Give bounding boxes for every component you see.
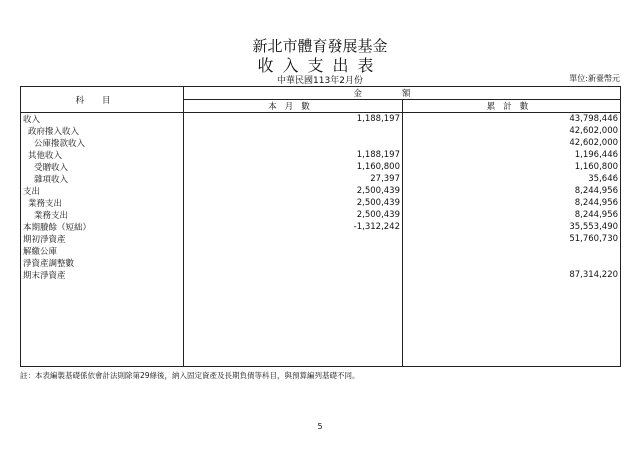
table-row (21, 221, 621, 233)
statement-title: 收入支出表 (257, 56, 383, 75)
row-month-value (184, 137, 403, 149)
row-month-value: 2,500,439 (184, 185, 403, 197)
row-label: 受贈收入 (21, 161, 184, 173)
table-row (21, 233, 621, 245)
row-month-value: 2,500,439 (184, 209, 403, 221)
row-cumulative-value: 8,244,956 (403, 185, 621, 197)
amount-header: 金額 (184, 87, 621, 100)
row-month-value: 1,188,197 (184, 113, 403, 126)
row-label: 本期賸餘（短絀） (21, 221, 184, 233)
table-row (21, 125, 621, 137)
table-row (21, 209, 621, 221)
table-row (21, 173, 621, 185)
subject-header: 科目 (21, 87, 184, 113)
row-cumulative-value: 8,244,956 (403, 209, 621, 221)
row-label: 業務支出 (21, 209, 184, 221)
row-month-value: 1,160,800 (184, 161, 403, 173)
row-label: 雜項收入 (21, 173, 184, 185)
page-number: 5 (317, 422, 323, 431)
row-cumulative-value: 87,314,220 (403, 269, 621, 281)
row-label: 公庫撥款收入 (21, 137, 184, 149)
table-row (21, 137, 621, 149)
row-month-value: 2,500,439 (184, 197, 403, 209)
row-cumulative-value: 1,196,446 (403, 149, 621, 161)
table-body (21, 113, 621, 367)
table-row (21, 185, 621, 197)
row-month-value (184, 125, 403, 137)
table-row (21, 149, 621, 161)
row-label: 政府撥入收入 (21, 125, 184, 137)
row-cumulative-value (403, 245, 621, 257)
empty-cell (403, 281, 621, 367)
cumulative-header: 累計數 (403, 100, 621, 113)
row-cumulative-value: 8,244,956 (403, 197, 621, 209)
currency-unit: 單位:新臺幣元 (569, 74, 620, 83)
row-label: 期初淨資產 (21, 233, 184, 245)
row-cumulative-value: 35,553,490 (403, 221, 621, 233)
row-label: 支出 (21, 185, 184, 197)
row-label: 解繳公庫 (21, 245, 184, 257)
table-row (21, 269, 621, 281)
footnote: 註：本表編製基礎係依會計法則除第29條後，納入固定資產及長期負債等科目，與預算編列基礎不同。 (20, 371, 360, 380)
table-filler-row (21, 281, 621, 367)
row-month-value: -1,312,242 (184, 221, 403, 233)
row-month-value (184, 257, 403, 269)
table-row (21, 257, 621, 269)
month-header: 本月數 (184, 100, 403, 113)
row-cumulative-value: 42,602,000 (403, 125, 621, 137)
empty-cell (184, 281, 403, 367)
table-row (21, 197, 621, 209)
row-cumulative-value: 43,798,446 (403, 113, 621, 126)
empty-cell (21, 281, 184, 367)
row-cumulative-value: 51,760,730 (403, 233, 621, 245)
row-cumulative-value: 42,602,000 (403, 137, 621, 149)
row-label: 期末淨資產 (21, 269, 184, 281)
table-row (21, 161, 621, 173)
row-label: 收入 (21, 113, 184, 126)
row-label: 其他收入 (21, 149, 184, 161)
income-expenditure-table (20, 86, 621, 367)
row-cumulative-value (403, 257, 621, 269)
row-month-value (184, 245, 403, 257)
row-month-value (184, 269, 403, 281)
row-label: 業務支出 (21, 197, 184, 209)
row-month-value: 27,397 (184, 173, 403, 185)
row-cumulative-value: 1,160,800 (403, 161, 621, 173)
row-label: 淨資產調整數 (21, 257, 184, 269)
fund-title: 新北市體育發展基金 (252, 37, 388, 55)
report-period: 中華民國113年2月份 (277, 76, 363, 86)
row-month-value: 1,188,197 (184, 149, 403, 161)
row-month-value (184, 233, 403, 245)
table-row (21, 245, 621, 257)
table-row (21, 113, 621, 126)
row-cumulative-value: 35,646 (403, 173, 621, 185)
